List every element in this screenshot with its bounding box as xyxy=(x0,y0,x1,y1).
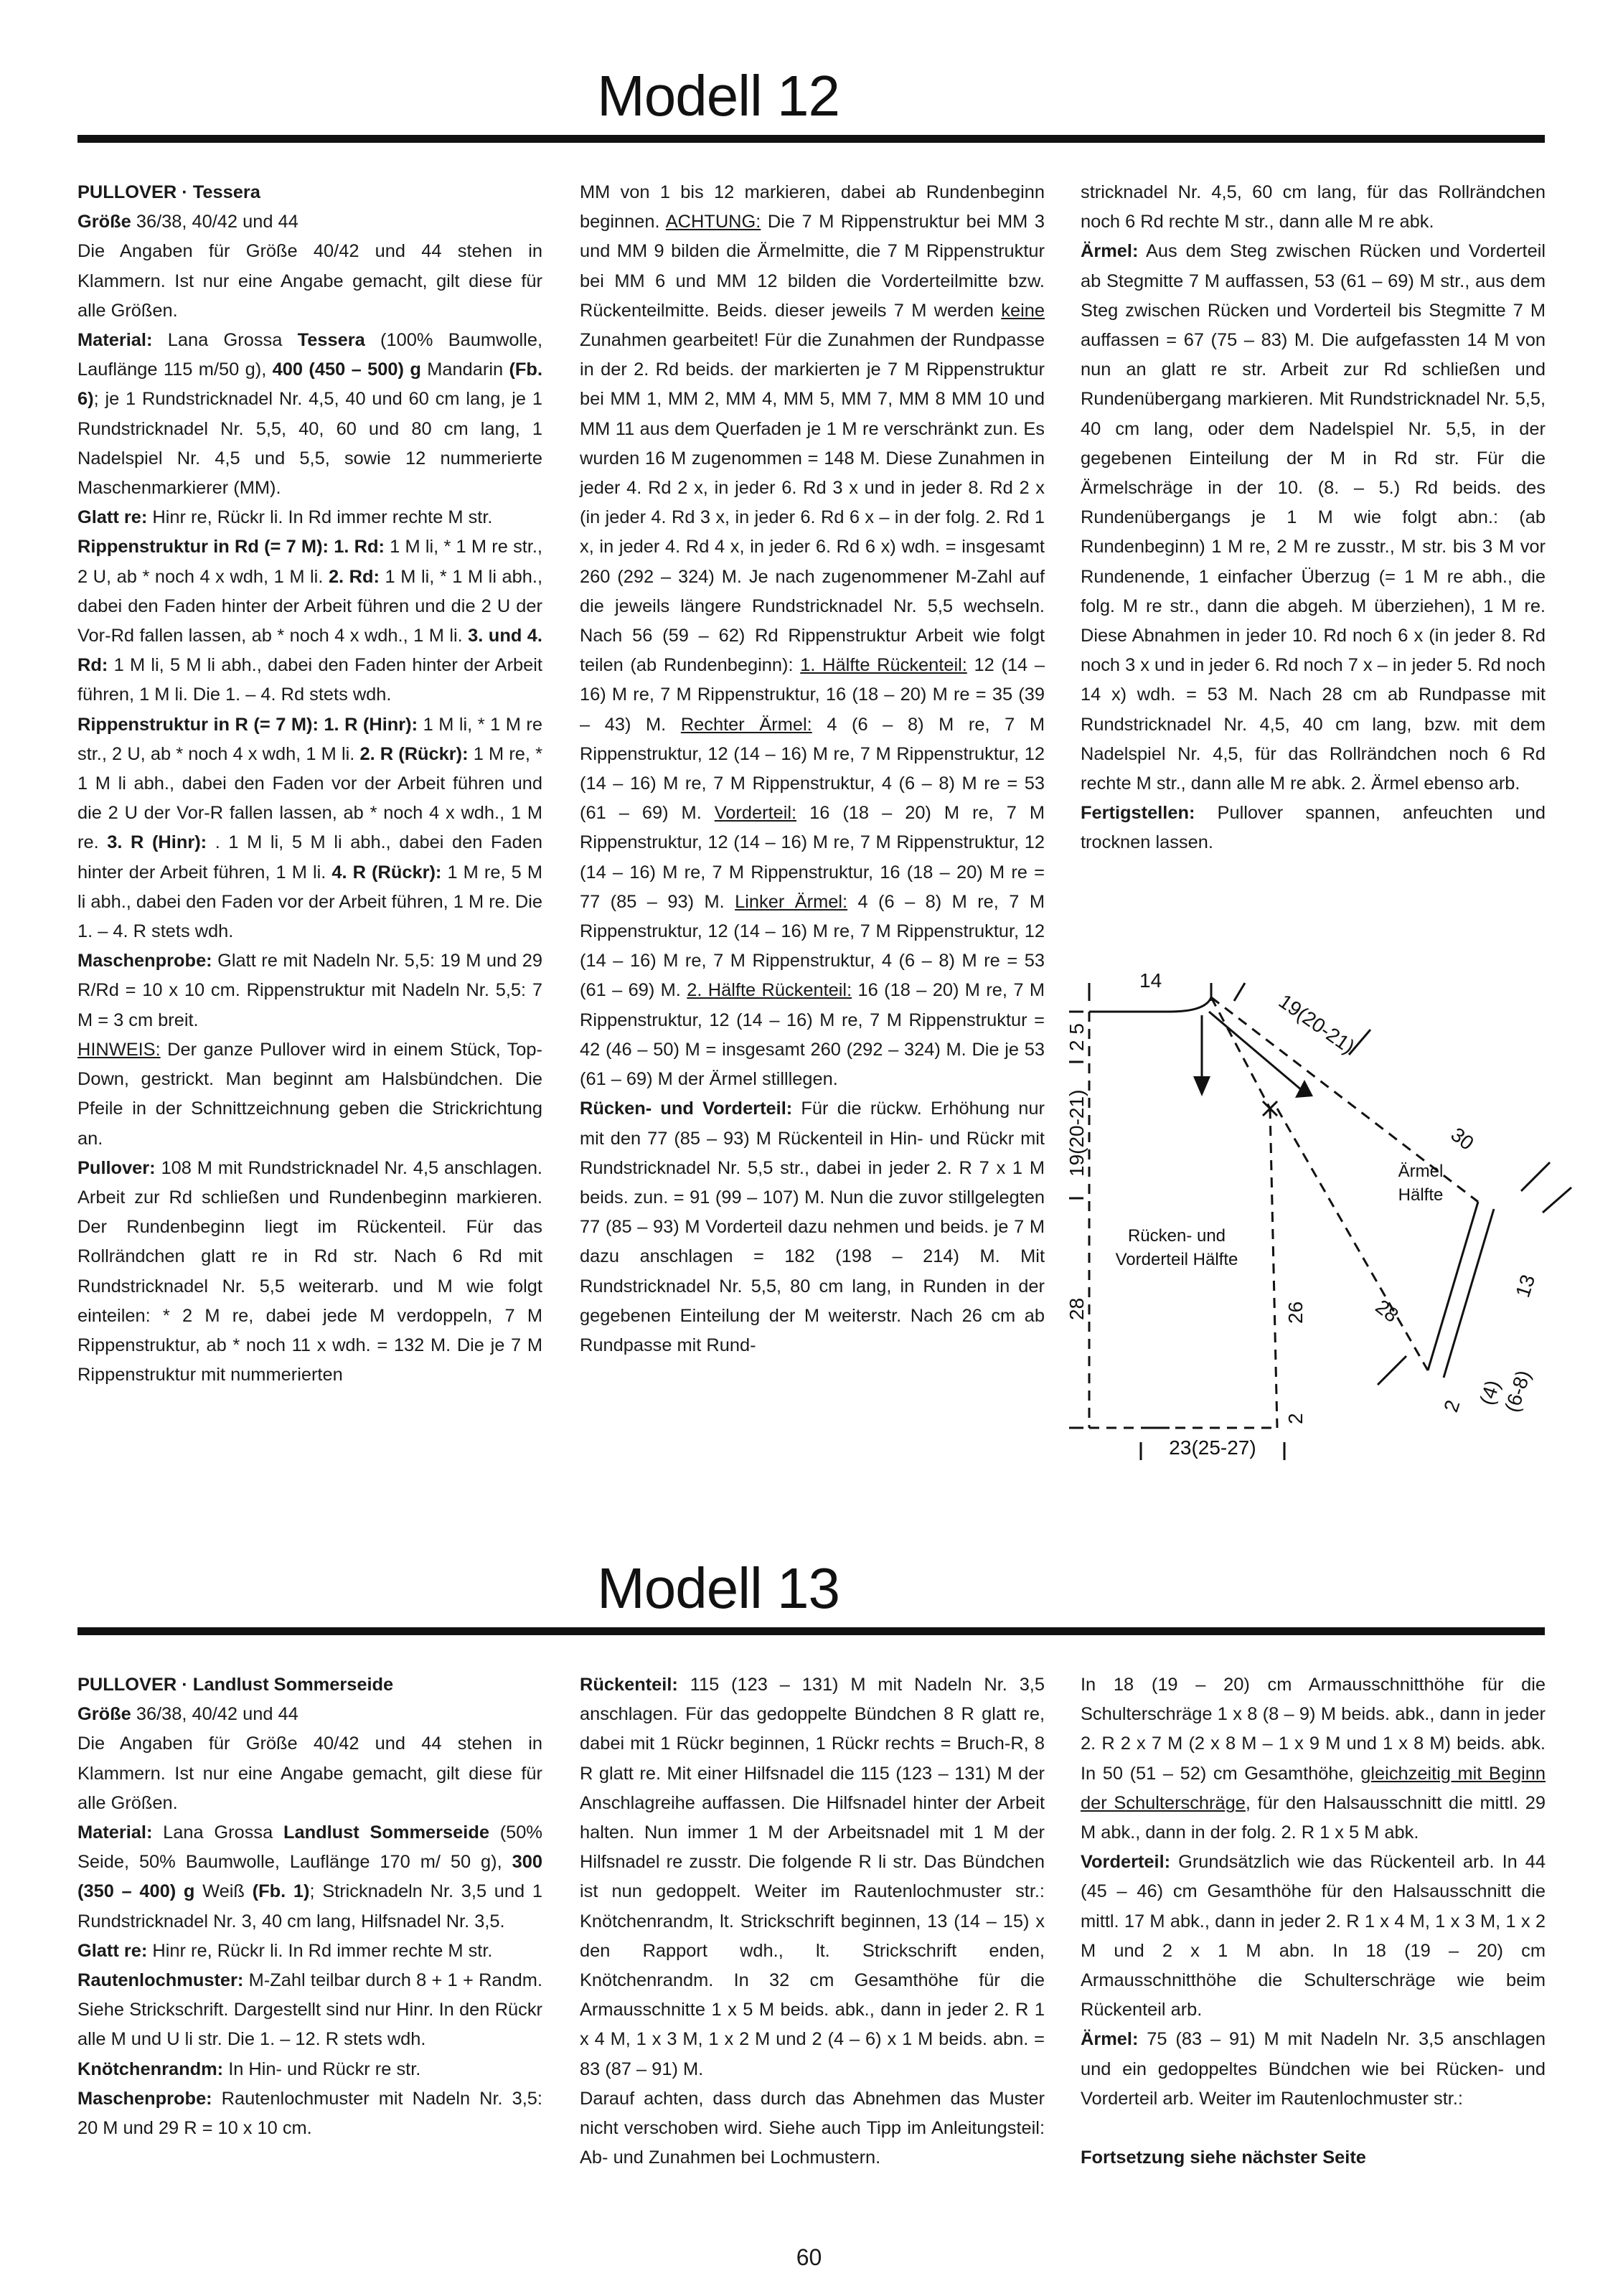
side-seam-line xyxy=(1270,1109,1277,1428)
model13-column-3 xyxy=(1081,1670,1546,2173)
bold-run: (Fb. 1) xyxy=(252,1881,310,1902)
paragraph xyxy=(77,1154,542,1391)
bold-run: Tessera xyxy=(297,330,365,351)
sleeve-cuff-hem-label: 2 xyxy=(1439,1397,1464,1415)
paragraph xyxy=(1081,799,1546,857)
bold-run: (Fb. 6) xyxy=(77,359,542,410)
arrow-head-diagonal xyxy=(1295,1080,1313,1098)
text-run: Glatt re mit Nadeln Nr. 5,5: 19 M und 29 R/Rd = 10 x 10 cm. Rippenstruktur mit Nadeln Nr. 5,5: 7 M = 3 cm breit. xyxy=(77,951,542,1030)
heading-text: PULLOVER · Tessera xyxy=(77,182,260,202)
text-run: , für den Halsausschnitt die mittl. 29 M abk., dann in der folg. 2. R 1 x 5 M abk. xyxy=(1081,1792,1546,1843)
bold-run: Fertigstellen: xyxy=(1081,803,1195,824)
text-run: 1 M re, * 1 M li abh., dabei den Faden vor der Arbeit führen und die 2 U der Vor-R fallen lassen, ab * noch 4 x wdh., 1 M re. xyxy=(77,743,542,853)
text-run: ; Stricknadeln Nr. 3,5 und 1 Rundstricknadel Nr. 3, 40 cm lang, Hilfsnadel Nr. 3,5. xyxy=(77,1881,542,1932)
bold-run: 300 (350 – 400) g xyxy=(77,1852,542,1902)
bold-run: 2. R (Rückr): xyxy=(359,743,469,764)
armhole-line xyxy=(1211,997,1270,1109)
neck-width-label: 14 xyxy=(1139,969,1162,992)
model12-column-3 xyxy=(1081,178,1546,858)
bold-run: Größe xyxy=(77,212,131,232)
bold-run: Rücken- und Vorderteil: xyxy=(580,1098,793,1119)
text-run: Darauf achten, dass durch das Abnehmen das Muster nicht verschoben wird. Siehe auch Tipp im Anleitungsteil: Ab- und Zunahmen bei Lochmustern. xyxy=(580,2088,1045,2168)
text-run: (50% Seide, 50% Baumwolle, Lauflänge 170 m/ 50 g), xyxy=(77,1822,542,1873)
body-hem-label: 2 xyxy=(1284,1413,1307,1424)
paragraph xyxy=(77,2055,542,2084)
sleeve-top-label-2: (6-8) xyxy=(1500,1368,1535,1415)
arrow-head-down xyxy=(1193,1076,1210,1096)
model13-column-2 xyxy=(580,1670,1045,2173)
paragraph xyxy=(1081,1848,1546,2025)
paragraph xyxy=(77,1035,542,1154)
text-run: 1 M li, * 1 M li abh., dabei den Faden hinter der Arbeit führen und die 2 U der Vor-Rd fallen lassen, ab * noch 4 x wdh., 1 M li. xyxy=(77,566,542,646)
text-run: 36/38, 40/42 und 44 xyxy=(131,212,298,232)
paragraph xyxy=(77,946,542,1035)
bold-run: Größe xyxy=(77,1704,131,1725)
tick-line xyxy=(1378,1356,1406,1385)
text-run: 4 (6 – 8) M re, 7 M Rippenstruktur, 12 (14 – 16) M re, 7 M Rippenstruktur, 12 (14 – 16) M re, 7 M Rippenstruktur, 4 (6 – 8) M re = 53 (61 – 69) M. xyxy=(580,714,1045,824)
sleeve-label-line1: Ärmel xyxy=(1398,1162,1444,1181)
paragraph xyxy=(1081,1670,1546,1848)
body-label-line2: Vorderteil Hälfte xyxy=(1115,1250,1238,1269)
underlined-run: Linker Ärmel: xyxy=(735,891,848,912)
model12-rule xyxy=(77,135,1545,143)
text-run: Rautenlochmuster mit Nadeln Nr. 3,5: 20 M und 29 R = 10 x 10 cm. xyxy=(77,2088,542,2139)
model12-column-1 xyxy=(77,178,542,1390)
sleeve-inner-label: 28 xyxy=(1371,1295,1403,1327)
text-run: 1 M re, 5 M li abh., dabei den Faden vor der Arbeit führen, 1 M re. Die 1. – 4. R stets wdh. xyxy=(77,862,542,942)
tick-line xyxy=(1543,1187,1571,1213)
sleeve-top-label: (4) xyxy=(1475,1377,1505,1408)
section-heading xyxy=(77,178,542,207)
text-run: Der ganze Pullover wird in einem Stück, Top-Down, gestrickt. Man beginnt am Halsbündchen. Die Pfeile in der Schnittzeichnung geben die Strickrichtung an. xyxy=(77,1039,542,1149)
text-run: (100% Baumwolle, Lauflänge 115 m/50 g), xyxy=(77,330,542,380)
tick-line xyxy=(1521,1162,1550,1191)
spacer xyxy=(1081,2114,1546,2143)
text-run: 115 (123 – 131) M mit Nadeln Nr. 3,5 anschlagen. Für das gedoppelte Bündchen 8 R glatt re, dabei mit 1 Rückr beginnen, 1 Rückr rechts = Bruch-R, 8 R glatt re. Mit einer Hilfsnadel die 115 (123 – 131) M der Anschlagreihe auffassen. Die Hilfsnadel hinter der Arbeit halten. Nun immer 1 M der Arbeitsnadel mit 1 M der Hilfsnadel re zusstr. Die folgende R li str. Das Bündchen ist nun gedoppelt. Weiter im Rautenlochmuster str.: Knötchenrandm, lt. Strickschrift beginnen, 13 (14 – 15) x den Rapport wdh., lt. Strickschrift enden, Knötchenrandm. In 32 cm Gesamthöhe für die Armausschnitte 1 x 5 M beids. abk., dann in jeder 2. R 1 x 4 M, 1 x 3 M, 1 x 2 M und 2 (4 – 6) x 1 M beids. abn. = 83 (87 – 91) M. xyxy=(580,1675,1045,2079)
paragraph xyxy=(77,1937,542,1966)
bold-run: Ärmel: xyxy=(1081,2029,1139,2050)
paragraph xyxy=(580,1094,1045,1360)
body-length-label: 28 xyxy=(1066,1297,1088,1320)
underlined-run: HINWEIS: xyxy=(77,1039,161,1060)
text-run: In 18 (19 – 20) cm Armausschnitthöhe für die Schulterschräge 1 x 8 (8 – 9) M beids. abk., dann in jeder 2. R 2 x 7 M (2 x 8 M – 1 x 9 M und 1 x 8 M) beids. abk. In 50 (51 – 52) cm Gesamthöhe, xyxy=(1081,1675,1546,1784)
yoke-diagonal-label: 19(20-21) xyxy=(1274,989,1359,1058)
text-run: . 1 M li, 5 M li abh., dabei den Faden hinter der Arbeit führen, 1 M li. xyxy=(77,832,542,883)
paragraph xyxy=(1081,178,1546,237)
text-run: 4 (6 – 8) M re, 7 M Rippenstruktur, 12 (14 – 16) M re, 7 M Rippenstruktur, 12 (14 – 16) M re, 7 M Rippenstruktur, 4 (6 – 8) M re = 53 (61 – 69) M. xyxy=(580,891,1045,1001)
text-run: MM von 1 bis 12 markieren, dabei ab Rundenbeginn beginnen. xyxy=(580,182,1045,232)
paragraph xyxy=(1081,237,1546,799)
paragraph xyxy=(77,237,542,326)
bold-run: 2. Rd: xyxy=(328,566,380,587)
bold-run: Glatt re: xyxy=(77,1940,148,1961)
text-run: Lana Grossa xyxy=(152,1822,283,1843)
model13-rule xyxy=(77,1627,1545,1635)
underlined-run: ACHTUNG: xyxy=(665,212,761,232)
bold-run: 3. R (Hinr): xyxy=(107,832,207,853)
text-run: In Hin- und Rückr re str. xyxy=(223,2059,421,2079)
bold-run: Glatt re: xyxy=(77,507,148,528)
text-run: 12 (14 – 16) M re, 7 M Rippenstruktur, 16 (18 – 20) M re = 35 (39 – 43) M. xyxy=(580,655,1045,735)
paragraph xyxy=(1081,2025,1546,2114)
model12-column-2 xyxy=(580,178,1045,1360)
bold-run: 400 (450 – 500) g xyxy=(272,359,421,380)
text-run: Die Angaben für Größe 40/42 und 44 stehen in Klammern. Ist nur eine Angabe gemacht, gilt diese für alle Größen. xyxy=(77,1733,542,1813)
bold-run: Material: xyxy=(77,1822,153,1843)
text-run: Mandarin xyxy=(420,359,509,380)
underlined-run: gleichzeitig mit Beginn der Schulterschräge xyxy=(1081,1763,1546,1813)
text-run: M-Zahl teilbar durch 8 + 1 + Randm. Siehe Strickschrift. Dargestellt sind nur Hinr. In den Rückr alle M und U li str. Die 1. – 12. R stets wdh. xyxy=(77,1970,542,2050)
underlined-run: keine xyxy=(1001,300,1045,321)
text-run: 75 (83 – 91) M mit Nadeln Nr. 3,5 anschlagen und ein gedoppeltes Bündchen wie bei Rücken- und Vorderteil arb. Weiter im Rautenlochmuster str.: xyxy=(1081,2029,1546,2109)
text-run: Zunahmen gearbeitet! Für die Zunahmen der Rundpasse in der 2. Rd beids. der markierten je 7 M Rippenstruktur bei MM 1, MM 2, MM 4, MM 5, MM 7, MM 8 MM 10 und MM 11 aus dem Querfaden je 1 M re verschränkt zun. Es wurden 16 M zugenommen = 148 M. Diese Zunahmen in jeder 4. Rd 2 x, in jeder 6. Rd 3 x und in jeder 8. Rd 2 x (in jeder 4. Rd 3 x, in jeder 6. Rd 6 x – in der folg. 2. Rd 1 x, in jeder 4. Rd 4 x, in jeder 6. Rd 6 x) wdh. = insgesamt 260 (292 – 324) M. Je nach zugenommener M-Zahl auf die jeweils längere Rundstricknadel Nr. 5,5 wechseln. Nach 56 (59 – 62) Rd Rippenstruktur Arbeit wie folgt teilen (ab Rundenbeginn): xyxy=(580,330,1045,676)
bold-run: Pullover: xyxy=(77,1157,156,1178)
paragraph xyxy=(580,1670,1045,2084)
sleeve-label-line2: Hälfte xyxy=(1398,1185,1444,1205)
underlined-run: Rechter Ärmel: xyxy=(680,714,812,735)
yoke-length-label: 19(20-21) xyxy=(1066,1089,1088,1177)
text-run: 36/38, 40/42 und 44 xyxy=(131,1704,298,1725)
text-run: Pullover spannen, anfeuchten und trocknen lassen. xyxy=(1081,803,1546,853)
text-run: Lana Grossa xyxy=(152,330,298,351)
model13-title: Modell 13 xyxy=(597,1556,839,1620)
bold-run: Ärmel: xyxy=(1081,241,1139,262)
text-run: 1 M li, * 1 M re str., 2 U, ab * noch 4 x wdh, 1 M li. xyxy=(77,714,543,764)
paragraph xyxy=(77,207,542,237)
schematic-diagram xyxy=(1055,954,1600,1492)
paragraph xyxy=(77,1818,542,1937)
body-width-label: 23(25-27) xyxy=(1169,1436,1256,1459)
text-run: 16 (18 – 20) M re, 7 M Rippenstruktur, 12 (14 – 16) M re, 7 M Rippenstruktur = 42 (46 – 50) M = insgesamt 260 (292 – 324) M. Die je 53 (61 – 69) M der Ärmel stilllegen. xyxy=(580,980,1045,1090)
bold-run: Fortsetzung siehe nächster Seite xyxy=(1081,2147,1366,2168)
bold-run: Rippenstruktur in Rd (= 7 M): 1. Rd: xyxy=(77,537,385,557)
bold-run: Rückenteil: xyxy=(580,1675,678,1695)
paragraph xyxy=(580,2084,1045,2173)
paragraph xyxy=(1081,2143,1546,2173)
sleeve-outer-label: 30 xyxy=(1447,1123,1478,1154)
bold-run: Maschenprobe: xyxy=(77,2088,212,2109)
paragraph xyxy=(77,326,542,503)
bold-run: Vorderteil: xyxy=(1081,1852,1171,1873)
text-run: 1 M li, 5 M li abh., dabei den Faden hinter der Arbeit führen, 1 M li. Die 1. – 4. Rd stets wdh. xyxy=(77,655,542,705)
neck-depth-label: 2 5 xyxy=(1066,1023,1088,1051)
text-run: Die Angaben für Größe 40/42 und 44 stehen in Klammern. Ist nur eine Angabe gemacht, gilt diese für alle Größen. xyxy=(77,241,542,321)
tick-line xyxy=(1234,983,1245,1001)
bold-run: 3. und 4. Rd: xyxy=(77,626,542,676)
paragraph xyxy=(77,1700,542,1729)
text-run: Hinr re, Rückr li. In Rd immer rechte M str. xyxy=(147,1940,493,1961)
text-run: 1 M li, * 1 M re str., 2 U, ab * noch 4 x wdh, 1 M li. xyxy=(77,537,542,587)
paragraph xyxy=(77,532,542,710)
text-run: stricknadel Nr. 4,5, 60 cm lang, für das Rollrändchen noch 6 Rd rechte M str., dann alle M re abk. xyxy=(1081,182,1546,232)
text-run: Die 7 M Rippenstruktur bei MM 3 und MM 9 bilden die Ärmelmitte, die 7 M Rippenstruktur bei MM 6 und MM 12 bilden die Vorderteilmitte bzw. Rückenteilmitte. Beids. dieser jeweils 7 M werden xyxy=(580,212,1045,321)
sleeve-under-line xyxy=(1277,1109,1428,1370)
bold-run: Material: xyxy=(77,330,153,351)
arrow-diagonal xyxy=(1209,1012,1302,1091)
text-run: 16 (18 – 20) M re, 7 M Rippenstruktur, 12 (14 – 16) M re, 7 M Rippenstruktur, 12 (14 – 16) M re, 7 M Rippenstruktur, 16 (18 – 20) M re = 77 (85 – 93) M. xyxy=(580,803,1045,912)
paragraph xyxy=(77,1966,542,2055)
underlined-run: Vorderteil: xyxy=(714,803,797,824)
text-run: ; je 1 Rundstricknadel Nr. 4,5, 40 und 60 cm lang, je 1 Rundstricknadel Nr. 5,5, 40, 60 und 80 cm lang, 1 Nadelspiel Nr. 4,5 und 5,5, sowie 12 nummerierte Maschenmarkierer (MM). xyxy=(77,389,542,499)
text-run: Grundsätzlich wie das Rückenteil arb. In 44 (45 – 46) cm Gesamthöhe für den Halsausschnitt die mittl. 17 M abk., dann in jeder 2. R 1 x 4 M, 1 x 3 M, 1 x 2 M und 2 x 1 M abn. In 18 (19 – 20) cm Armausschnitthöhe die Schulterschräge wie beim Rückenteil arb. xyxy=(1081,1852,1546,2020)
underlined-run: 1. Hälfte Rückenteil: xyxy=(800,655,967,676)
bold-run: Knötchenrandm: xyxy=(77,2059,224,2079)
neck-curve xyxy=(1089,997,1211,1012)
paragraph xyxy=(77,710,542,947)
paragraph xyxy=(77,1729,542,1818)
bold-run: Rippenstruktur in R (= 7 M): 1. R (Hinr): xyxy=(77,714,418,735)
body-label-line1: Rücken- und xyxy=(1127,1226,1226,1246)
model12-title: Modell 12 xyxy=(597,64,839,128)
text-run: Weiß xyxy=(194,1881,253,1902)
paragraph xyxy=(77,2084,542,2143)
heading-text: PULLOVER · Landlust Sommerseide xyxy=(77,1675,394,1695)
text-run: Für die rückw. Erhöhung nur mit den 77 (85 – 93) M Rückenteil in Hin- und Rückr mit Rundstricknadel Nr. 5,5 str., dabei in jeder 2. R 7 x 1 M beids. zun. = 91 (99 – 107) M. Nun die zuvor stillgelegten 77 (85 – 93) M Vorderteil dazu nehmen und beids. je 7 M dazu anschlagen = 182 (198 – 214) M. Mit Rundstricknadel Nr. 5,5, 80 cm lang, in Runden in der gegebenen Einteilung der M weiterstr. Nach 26 cm ab Rundpasse mit Rund- xyxy=(580,1098,1045,1355)
underlined-run: 2. Hälfte Rückenteil: xyxy=(687,980,852,1001)
sleeve-cuff-label: 13 xyxy=(1511,1271,1540,1300)
bold-run: Landlust Sommerseide xyxy=(283,1822,489,1843)
text-run: 108 M mit Rundstricknadel Nr. 4,5 anschlagen. Arbeit zur Rd schließen und Rundenbeginn markieren. Der Rundenbeginn liegt im Rückenteil. Für das Rollrändchen glatt re in Rd str. Nach 6 Rd mit Rundstricknadel Nr. 5,5 weiterarb. und M wie folgt einteilen: * 2 M re, dabei jede M verdoppeln, 7 M Rippenstruktur, ab * noch 11 x wdh. = 132 M. Die je 7 M Rippenstruktur mit nummerierten xyxy=(77,1157,542,1385)
section-heading xyxy=(77,1670,542,1700)
bold-run: Rautenlochmuster: xyxy=(77,1970,244,1991)
body-side-label: 26 xyxy=(1284,1301,1307,1324)
model13-column-1 xyxy=(77,1670,542,2143)
page-number: 60 xyxy=(796,2244,822,2270)
bold-run: Maschenprobe: xyxy=(77,951,212,971)
text-run: Aus dem Steg zwischen Rücken und Vorderteil ab Stegmitte 7 M auffassen, 53 (61 – 69) M str., aus dem Steg zwischen Rücken und Vorderteil bis Stegmitte 7 M auffassen = 67 (75 – 83) M. Die aufgefassten 14 M von nun an glatt re str. Arbeit zur Rd schließen und Rundenübergang markieren. Mit Rundstricknadel Nr. 5,5, 40 cm lang, oder dem Nadelspiel Nr. 5,5, in der gegebenen Einteilung der M in Rd str. Für die Ärmelschräge in der 10. (8. – 5.) Rd beids. des Rundenübergangs je 1 M wie folgt abn.: (ab Rundenbeginn) 1 M re, 2 M re zusstr., M str. bis 3 M vor Rundenende, 1 einfacher Überzug (= 1 M re abh., die folg. M re str., dann die abgeh. M überziehen), 1 M re. Diese Abnahmen in jeder 10. Rd noch 6 x (in jeder 8. Rd noch 3 x und in jeder 6. Rd noch 7 x – in jeder 5. Rd noch 14 x) wdh. = 53 M. Nach 28 cm ab Rundpasse mit Rundstricknadel Nr. 4,5, 40 cm lang, bzw. mit dem Nadelspiel Nr. 4,5, für das Rollrändchen noch 6 Rd rechte M str., dann alle M re abk. 2. Ärmel ebenso arb. xyxy=(1081,241,1546,794)
bold-run: 4. R (Rückr): xyxy=(331,862,442,883)
paragraph xyxy=(580,178,1045,1094)
paragraph xyxy=(77,503,542,532)
text-run: Hinr re, Rückr li. In Rd immer rechte M str. xyxy=(147,507,493,528)
